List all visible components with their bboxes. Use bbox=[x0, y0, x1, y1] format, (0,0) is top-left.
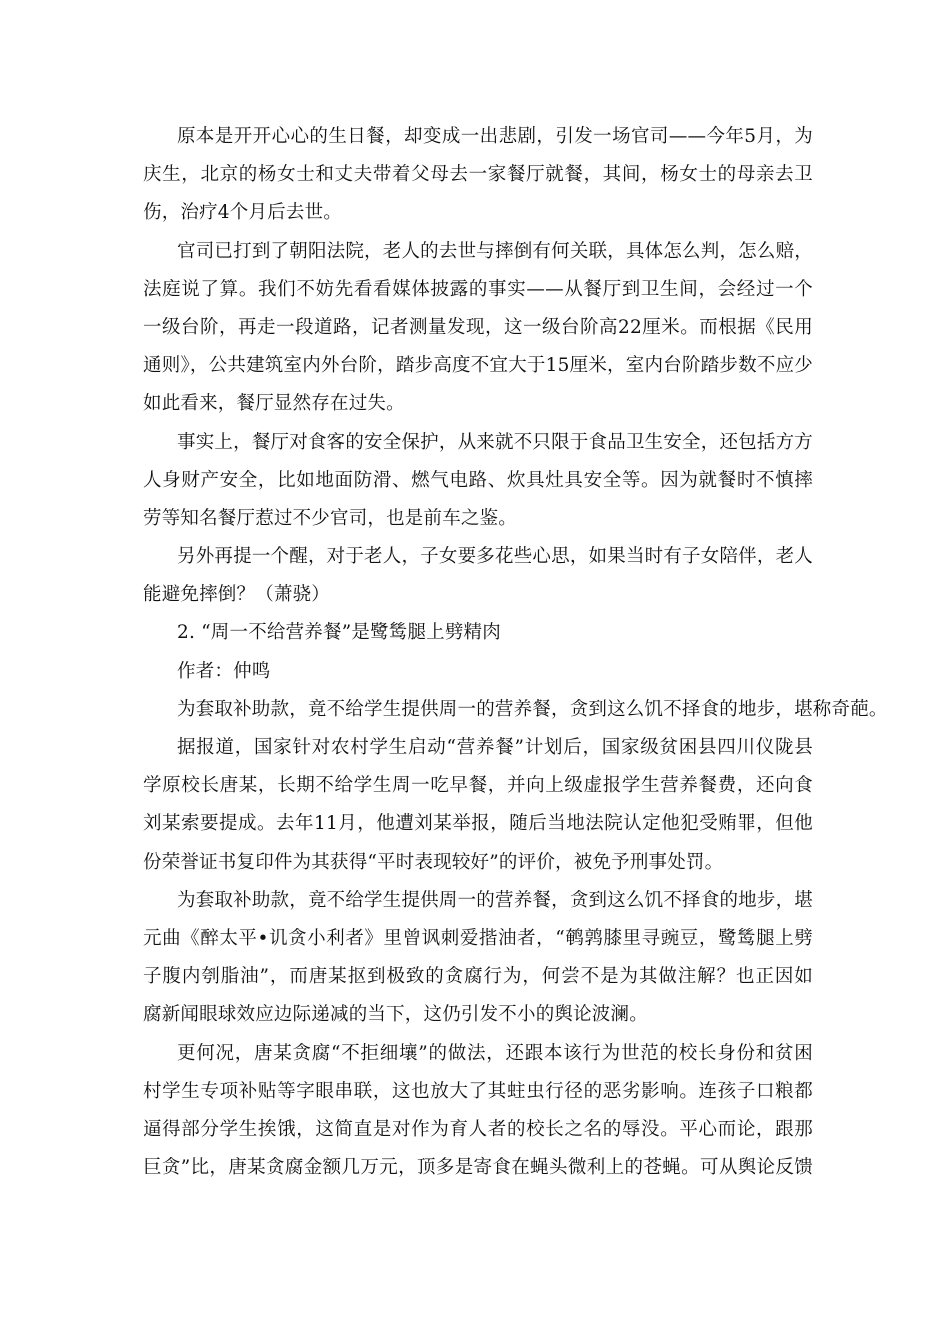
text-line: 能避免摔倒？（萧骁） bbox=[143, 584, 331, 606]
text-line: 元曲《醉太平•讥贪小利者》里曾讽刺爱揩油者，“鹌鹑膝里寻豌豆，鹭鸶腿上劈 bbox=[143, 927, 813, 949]
text-line: 原本是开开心心的生日餐，却变成一出悲剧，引发一场官司——今年5月，为 bbox=[177, 126, 813, 147]
text-line: 另外再提一个醒，对于老人，子女要多花些心思，如果当时有子女陪伴，老人 bbox=[177, 546, 813, 568]
text-line: 逼得部分学生挨饿，这简直是对作为育人者的校长之名的辱没。平心而论，跟那 bbox=[143, 1118, 813, 1140]
text-line: 人身财产安全，比如地面防滑、燃气电路、炊具灶具安全等。因为就餐时不慎摔 bbox=[143, 469, 813, 491]
text-line: 通则》，公共建筑室内外台阶，踏步高度不宜大于15厘米，室内台阶踏步数不应少 bbox=[143, 355, 813, 377]
text-line: 法庭说了算。我们不妨先看看媒体披露的事实——从餐厅到卫生间，会经过一个 bbox=[143, 278, 813, 300]
text-line: 刘某索要提成。去年11月，他遭刘某举报，随后当地法院认定他犯受贿罪，但他 bbox=[143, 813, 813, 835]
text-line: 一级台阶，再走一段道路，记者测量发现，这一级台阶高22厘米。而根据《民用 bbox=[143, 316, 813, 338]
text-line: 学原校长唐某，长期不给学生周一吃早餐，并向上级虚报学生营养餐费，还向食 bbox=[143, 775, 813, 797]
text-line: 巨贪”比，唐某贪腐金额几万元，顶多是寄食在蝇头微利上的苍蝇。可从舆论反馈 bbox=[143, 1157, 813, 1179]
text-line: 据报道，国家针对农村学生启动“营养餐”计划后，国家级贫困县四川仪陇县 bbox=[177, 737, 813, 758]
text-line: 事实上，餐厅对食客的安全保护，从来就不只限于食品卫生安全，还包括方方 bbox=[177, 431, 813, 453]
text-line: 2. “周一不给营养餐”是鹭鸶腿上劈精肉 bbox=[177, 622, 501, 644]
text-line: 为套取补助款，竟不给学生提供周一的营养餐，贪到这么饥不择食的地步，堪 bbox=[177, 889, 813, 911]
text-line: 如此看来，餐厅显然存在过失。 bbox=[143, 393, 405, 415]
text-line: 庆生，北京的杨女士和丈夫带着父母去一家餐厅就餐，其间，杨女士的母亲去卫 bbox=[143, 164, 813, 186]
text-line: 伤，治疗4个月后去世。 bbox=[143, 202, 342, 224]
text-line: 份荣誉证书复印件为其获得“平时表现较好”的评价，被免予刑事处罚。 bbox=[143, 851, 724, 873]
text-line: 劳等知名餐厅惹过不少官司，也是前车之鉴。 bbox=[143, 507, 518, 529]
text-line: 作者：仲鸣 bbox=[177, 660, 271, 682]
text-line: 更何况，唐某贪腐“不拒细壤”的做法，还跟本该行为世范的校长身份和贫困 bbox=[177, 1042, 813, 1064]
text-line: 官司已打到了朝阳法院，老人的去世与摔倒有何关联，具体怎么判，怎么赔， bbox=[177, 240, 813, 262]
text-line: 腐新闻眼球效应边际递减的当下，这仍引发不小的舆论波澜。 bbox=[143, 1004, 648, 1026]
text-line: 为套取补助款，竟不给学生提供周一的营养餐，贪到这么饥不择食的地步，堪称奇葩。 bbox=[177, 698, 888, 720]
text-line: 村学生专项补贴等字眼串联，这也放大了其蛀虫行径的恶劣影响。连孩子口粮都 bbox=[143, 1080, 813, 1102]
text-line: 子腹内刳脂油”，而唐某抠到极致的贪腐行为，何尝不是为其做注解？也正因如 bbox=[143, 966, 813, 988]
article-body bbox=[143, 118, 888, 1187]
